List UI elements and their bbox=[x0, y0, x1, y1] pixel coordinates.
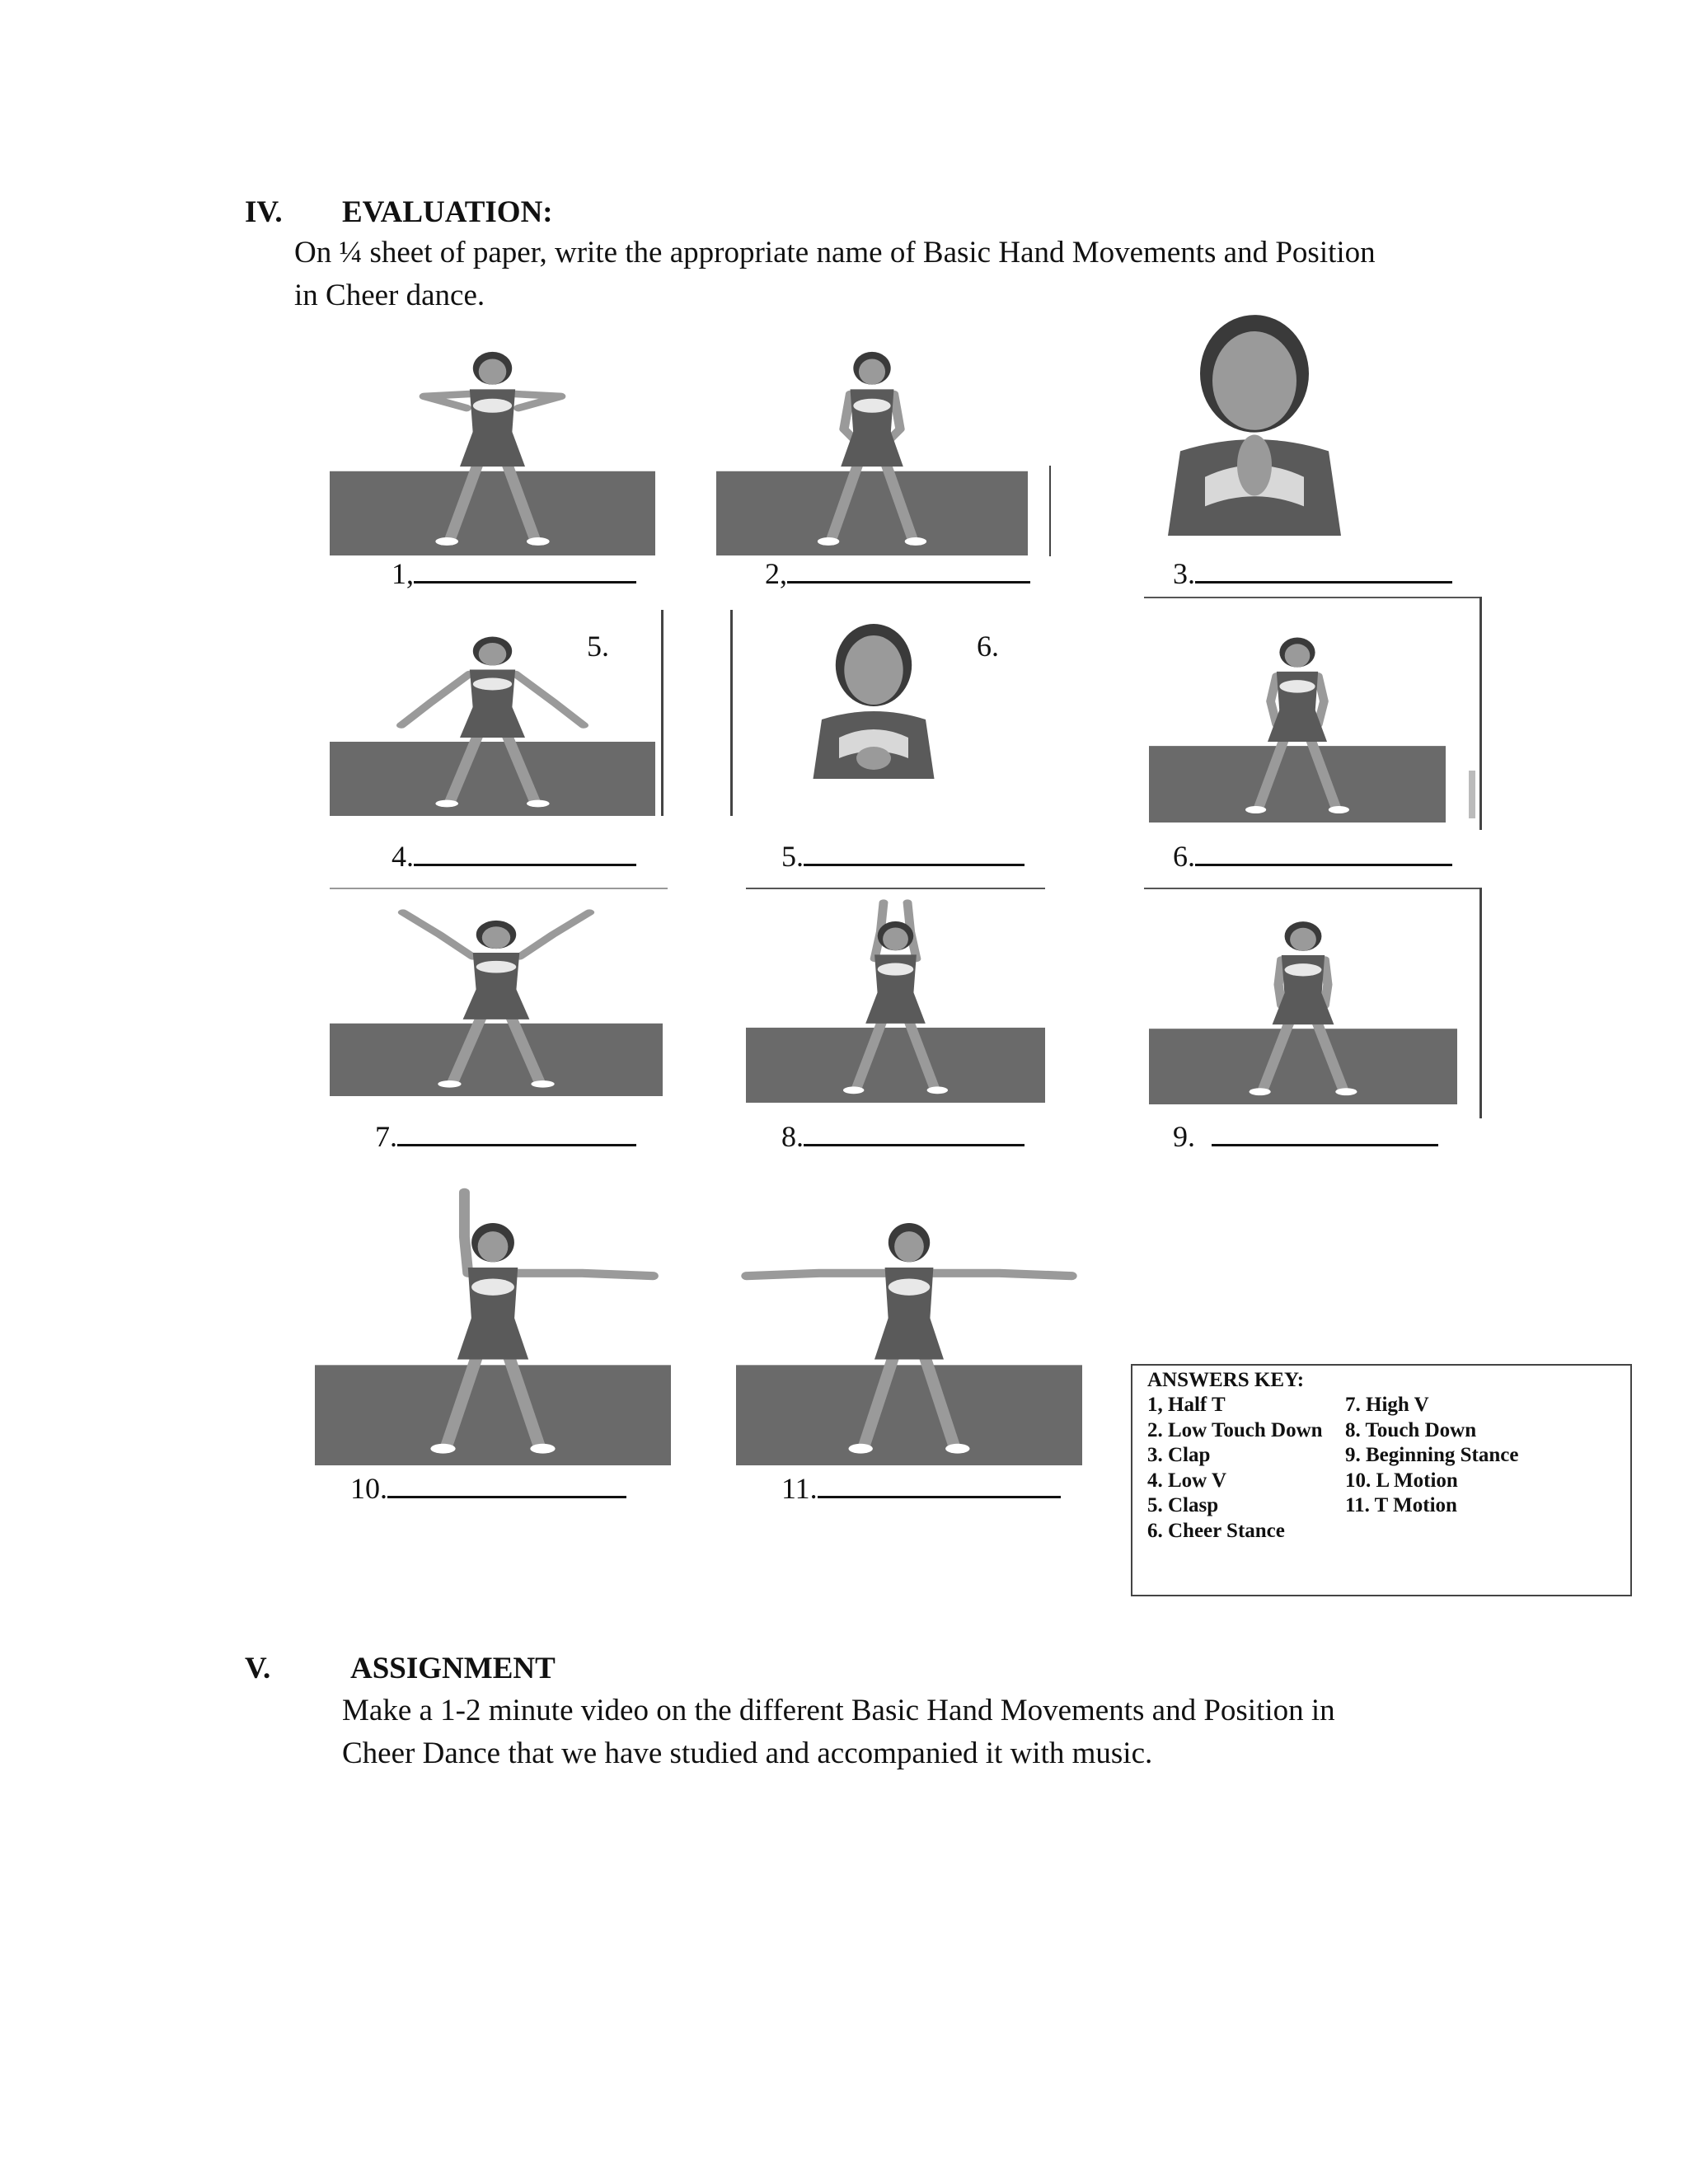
figure-2-low-touch-down bbox=[716, 321, 1028, 555]
cheerleader-figure-drawing bbox=[315, 1187, 671, 1465]
section-title: EVALUATION: bbox=[342, 195, 553, 229]
answer-item: 4. Low V bbox=[1147, 1469, 1227, 1492]
section-title: ASSIGNMENT bbox=[350, 1652, 556, 1685]
figure-6-cheer-stance bbox=[1149, 610, 1446, 823]
figure-label-3: 3. bbox=[1173, 556, 1452, 591]
figure-1-half-t bbox=[330, 321, 655, 555]
answer-item: 2. Low Touch Down bbox=[1147, 1418, 1323, 1441]
cheerleader-figure-drawing bbox=[716, 321, 1028, 555]
figure-8-touch-down bbox=[746, 894, 1045, 1103]
figure-11-t-motion bbox=[736, 1187, 1082, 1465]
divider-line bbox=[1144, 597, 1482, 598]
figure-label-9: 9. bbox=[1173, 1119, 1438, 1154]
divider-line bbox=[1049, 466, 1051, 556]
stray-number-label: 6. bbox=[977, 630, 999, 663]
figure-3-clap bbox=[1131, 301, 1378, 536]
section-number: IV. bbox=[245, 195, 283, 229]
divider-line bbox=[1479, 597, 1482, 830]
answer-item: 7. High V bbox=[1345, 1394, 1429, 1416]
figure-label-10: 10. bbox=[350, 1471, 626, 1506]
figure-label-2: 2, bbox=[765, 556, 1030, 591]
instruction-line-2: in Cheer dance. bbox=[294, 279, 485, 312]
figure-label-8: 8. bbox=[781, 1119, 1025, 1154]
figure-label-7: 7. bbox=[375, 1119, 636, 1154]
figure-label-6: 6. bbox=[1173, 839, 1452, 874]
assignment-line-1: Make a 1-2 minute video on the different Basic Hand Movements and Position in bbox=[342, 1694, 1335, 1727]
answer-key-title: ANSWERS KEY: bbox=[1147, 1369, 1305, 1391]
cheerleader-figure-drawing bbox=[787, 614, 960, 779]
figure-5-clasp bbox=[787, 614, 960, 779]
divider-line bbox=[1144, 888, 1482, 889]
answer-item: 10. L Motion bbox=[1345, 1469, 1458, 1492]
answer-item: 11. T Motion bbox=[1345, 1494, 1457, 1516]
figure-label-4: 4. bbox=[392, 839, 636, 874]
figure-7-high-v bbox=[330, 894, 663, 1096]
cheerleader-figure-drawing bbox=[1149, 610, 1446, 823]
answer-item: 3. Clap bbox=[1147, 1444, 1211, 1466]
answer-key-left-column bbox=[1147, 1393, 1323, 1544]
answer-item: 9. Beginning Stance bbox=[1345, 1444, 1519, 1466]
answer-key-right-column bbox=[1345, 1393, 1518, 1519]
answer-item: 5. Clasp bbox=[1147, 1494, 1219, 1516]
divider-line bbox=[330, 888, 668, 889]
cheerleader-figure-drawing bbox=[1149, 894, 1457, 1104]
divider-line bbox=[1479, 888, 1482, 1118]
divider-line bbox=[730, 610, 733, 816]
cheerleader-figure-drawing bbox=[330, 321, 655, 555]
figure-9-beginning-stance bbox=[1149, 894, 1457, 1104]
answer-key-box bbox=[1131, 1364, 1632, 1596]
assignment-line-2: Cheer Dance that we have studied and accompanied it with music. bbox=[342, 1736, 1153, 1770]
answer-item: 8. Touch Down bbox=[1345, 1418, 1477, 1441]
stray-number-label: 5. bbox=[587, 630, 609, 663]
divider-line bbox=[746, 888, 1045, 889]
answer-item: 1, Half T bbox=[1147, 1394, 1226, 1416]
cheerleader-figure-drawing bbox=[330, 894, 663, 1096]
instruction-line-1: On ¼ sheet of paper, write the appropriate name of Basic Hand Movements and Position bbox=[294, 236, 1376, 269]
cheerleader-figure-drawing bbox=[1131, 301, 1378, 536]
figure-label-5: 5. bbox=[781, 839, 1025, 874]
divider-line bbox=[1469, 771, 1475, 818]
figure-label-1: 1, bbox=[392, 556, 636, 591]
cheerleader-figure-drawing bbox=[746, 894, 1045, 1103]
section-number: V. bbox=[245, 1652, 271, 1685]
figure-10-l-motion bbox=[315, 1187, 671, 1465]
divider-line bbox=[661, 610, 663, 816]
figure-label-11: 11. bbox=[781, 1471, 1061, 1506]
cheerleader-figure-drawing bbox=[736, 1187, 1082, 1465]
answer-item: 6. Cheer Stance bbox=[1147, 1519, 1285, 1542]
